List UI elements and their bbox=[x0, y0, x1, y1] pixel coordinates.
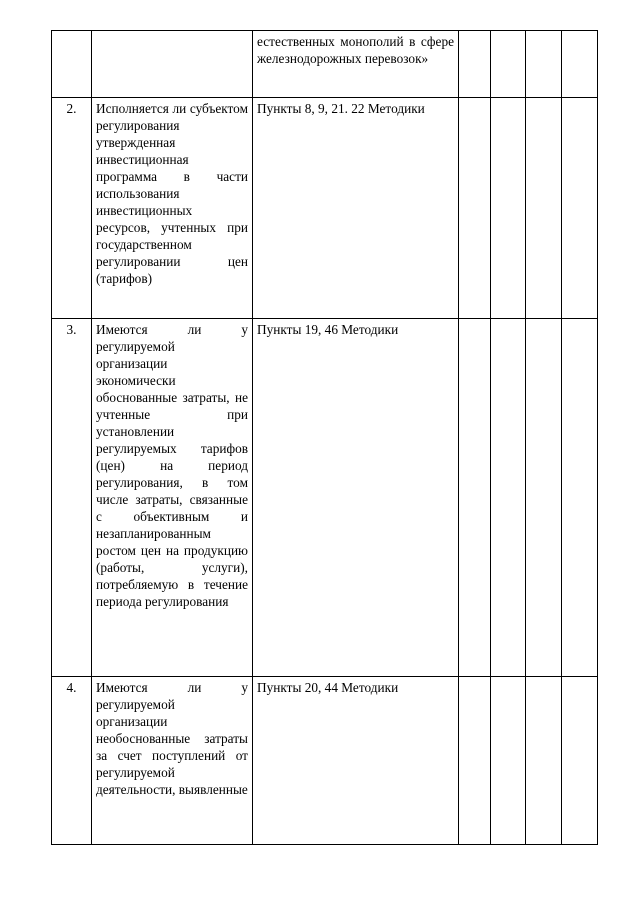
reference-text: Пункты 20, 44 Методики bbox=[257, 680, 399, 695]
reference-cell bbox=[253, 98, 459, 319]
question-text: Имеются ли у регулируемой организации экономически обоснованные затраты, не учтенные при установлении регулируемых тарифов (цен) на период регулирования, в том числе затраты, связанные с объективным и незапланированным ростом цен на продукцию (работы, услуги), потребляемую в течение периода регулирования bbox=[96, 322, 248, 609]
row-number-cell bbox=[52, 677, 92, 845]
reference-text: естественных монополий в сфере железнодорожных перевозок» bbox=[257, 34, 454, 66]
answer-no-cell[interactable] bbox=[491, 98, 526, 319]
answer-yes-cell[interactable] bbox=[459, 677, 491, 845]
answer-na-cell[interactable] bbox=[526, 98, 562, 319]
question-text: Имеются ли у регулируемой организации необоснованные затраты за счет поступлений от регулируемой деятельности, выявленные bbox=[96, 680, 248, 797]
answer-no-cell[interactable] bbox=[491, 319, 526, 677]
row-number-cell bbox=[52, 31, 92, 98]
reference-text: Пункты 8, 9, 21. 22 Методики bbox=[257, 101, 425, 116]
reference-cell bbox=[253, 31, 459, 98]
answer-yes-cell[interactable] bbox=[459, 319, 491, 677]
question-cell bbox=[92, 31, 253, 98]
answer-no-cell[interactable] bbox=[491, 677, 526, 845]
table-row bbox=[52, 98, 598, 319]
table-row bbox=[52, 319, 598, 677]
reference-cell bbox=[253, 319, 459, 677]
question-cell bbox=[92, 319, 253, 677]
reference-cell bbox=[253, 677, 459, 845]
row-number: 4. bbox=[66, 680, 77, 695]
table-row bbox=[52, 31, 598, 98]
notes-cell[interactable] bbox=[562, 677, 598, 845]
question-text: Исполняется ли субъектом регулирования утвержденная инвестиционная программа в части использования инвестиционных ресурсов, учтенных при государственном регулировании цен (тарифов) bbox=[96, 101, 248, 286]
row-number: 3. bbox=[66, 322, 77, 337]
row-number: 2. bbox=[66, 101, 77, 116]
answer-na-cell[interactable] bbox=[526, 319, 562, 677]
row-number-cell bbox=[52, 319, 92, 677]
answer-yes-cell[interactable] bbox=[459, 98, 491, 319]
notes-cell[interactable] bbox=[562, 98, 598, 319]
answer-no-cell[interactable] bbox=[491, 31, 526, 98]
row-number-cell bbox=[52, 98, 92, 319]
question-cell bbox=[92, 98, 253, 319]
answer-na-cell[interactable] bbox=[526, 31, 562, 98]
notes-cell[interactable] bbox=[562, 31, 598, 98]
answer-na-cell[interactable] bbox=[526, 677, 562, 845]
checklist-table bbox=[51, 30, 598, 845]
reference-text: Пункты 19, 46 Методики bbox=[257, 322, 399, 337]
answer-yes-cell[interactable] bbox=[459, 31, 491, 98]
table-row bbox=[52, 677, 598, 845]
notes-cell[interactable] bbox=[562, 319, 598, 677]
question-cell bbox=[92, 677, 253, 845]
